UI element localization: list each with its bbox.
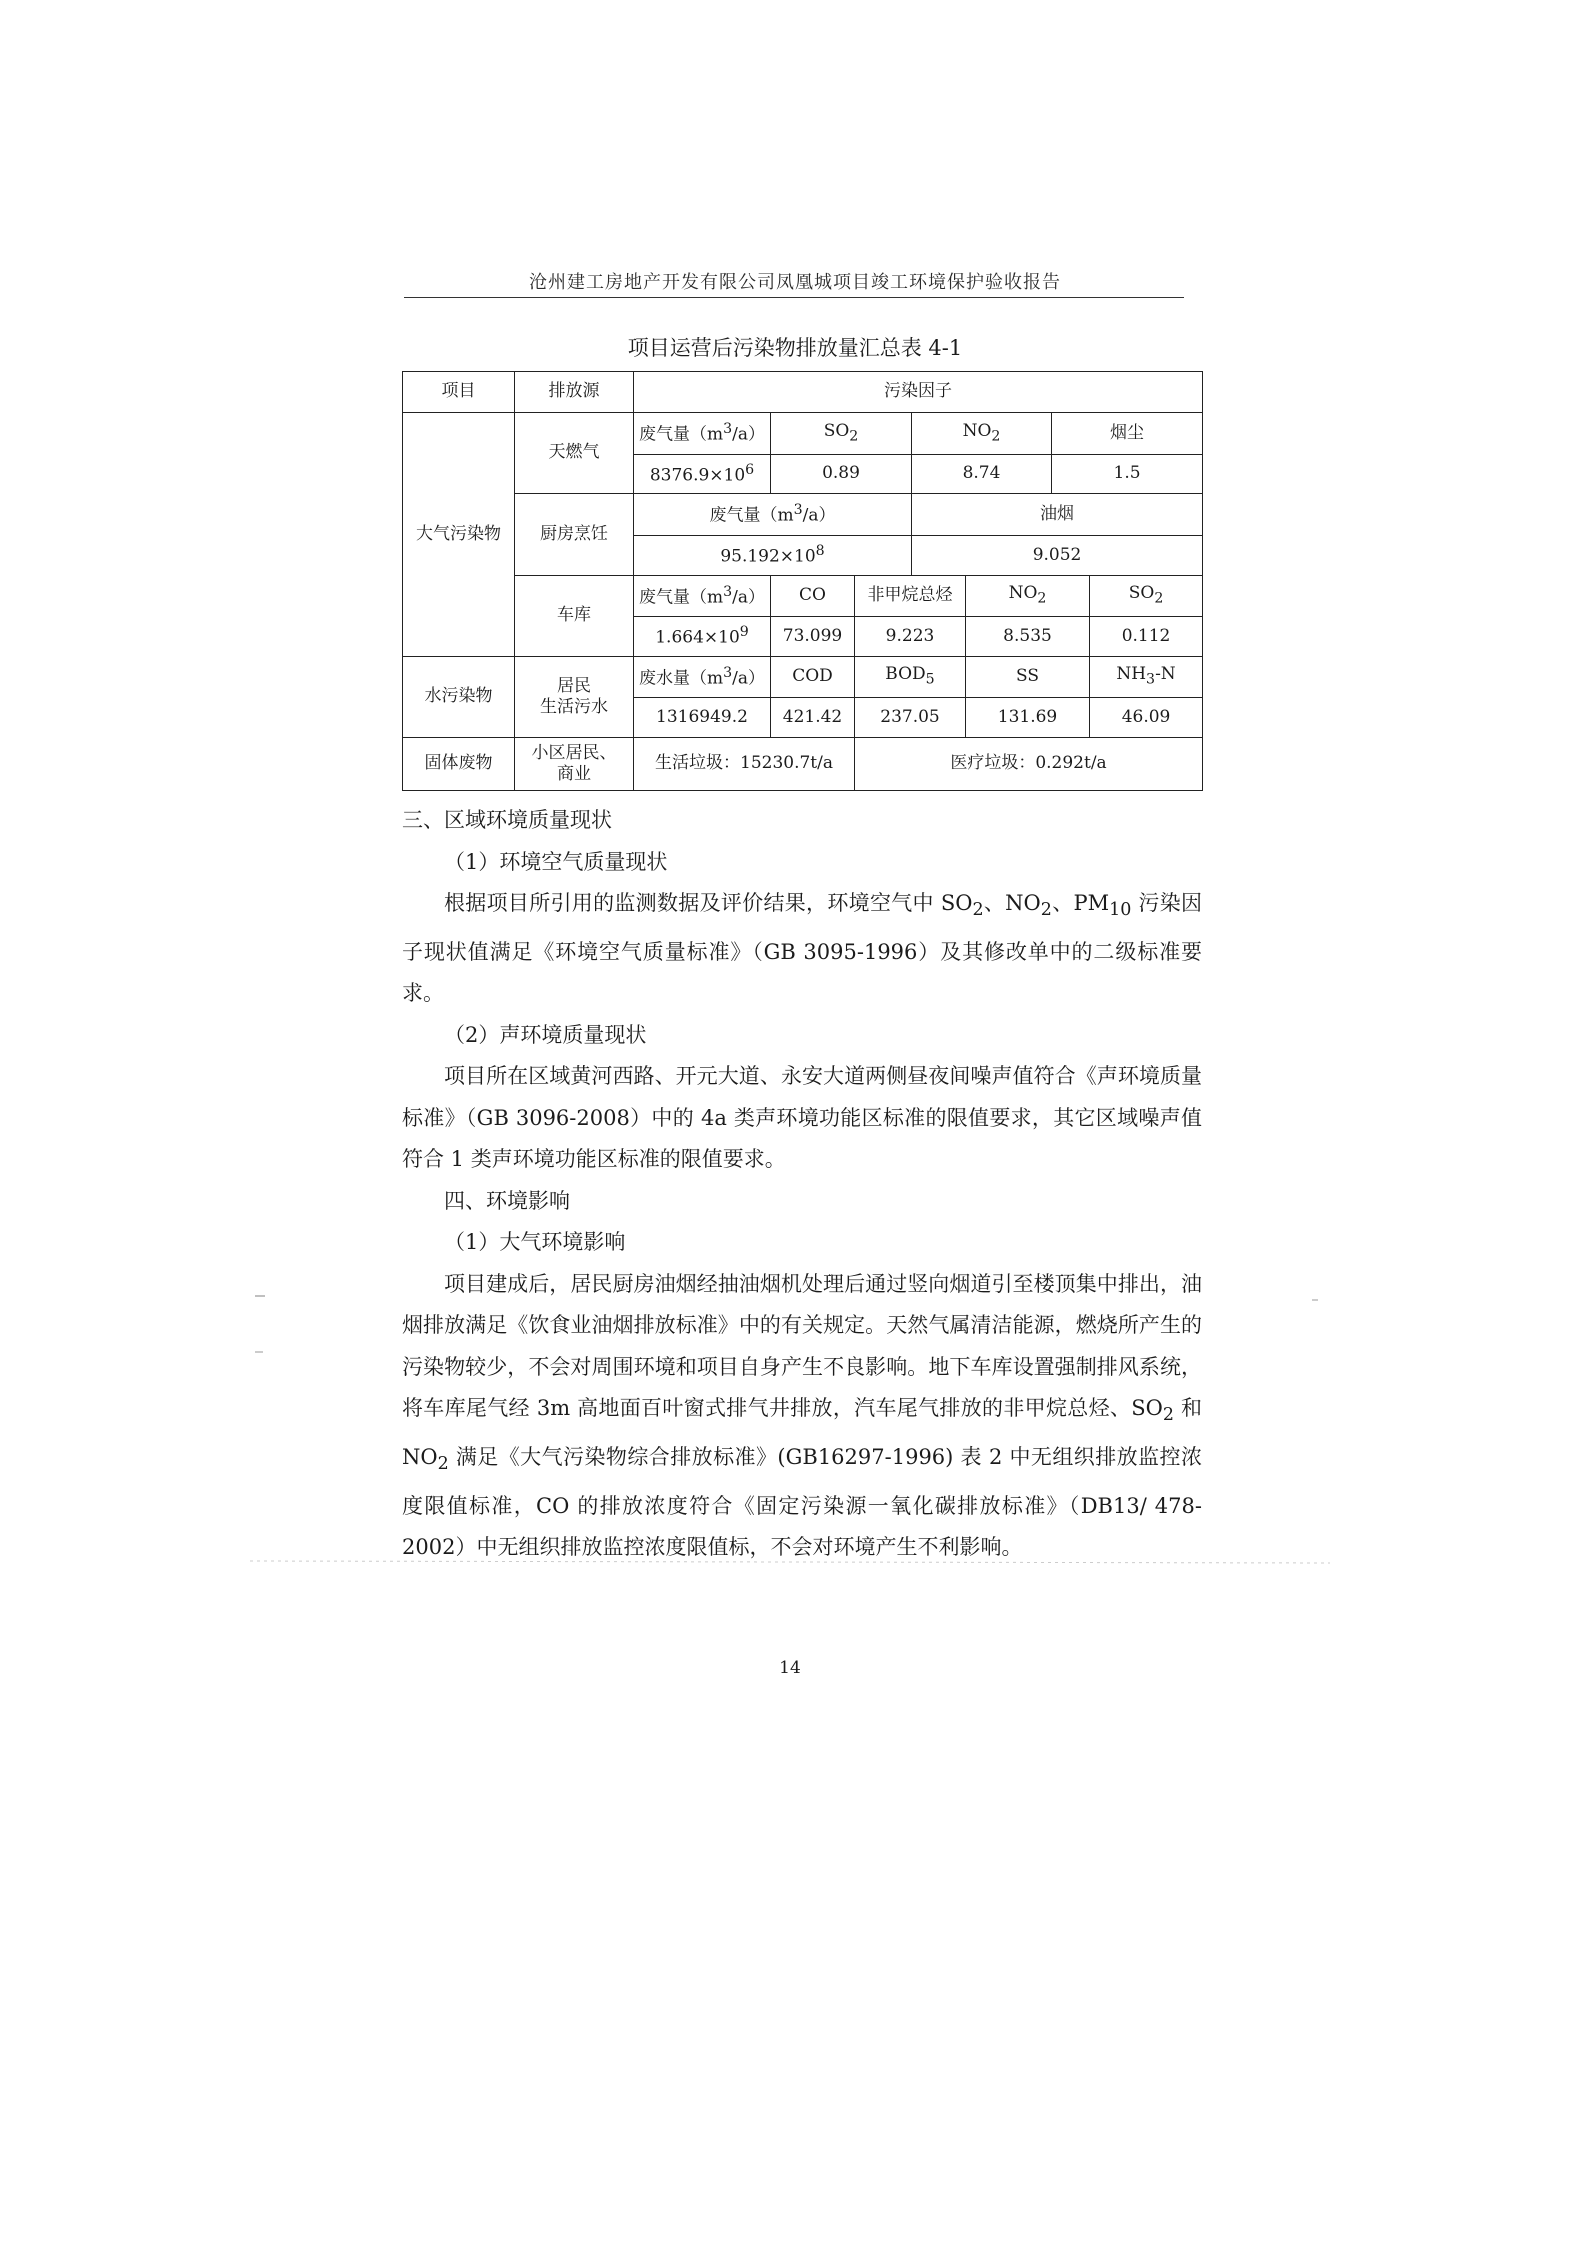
garage-value-no2: 8.535 [966, 617, 1090, 657]
col-header-factor: 污染因子 [634, 372, 1203, 413]
source-kitchen: 厨房烹饪 [515, 494, 634, 576]
gas-header-no2: $NO_2$ [912, 413, 1052, 455]
gas-value-dust: 1.5 [1052, 455, 1203, 494]
water-value-bod5: 237.05 [855, 698, 966, 738]
section-3-1-title: （1）环境空气质量现状 [444, 849, 668, 874]
section-4-1-title: （1）大气环境影响 [444, 1230, 626, 1255]
kitchen-header-volume: 废气量$(m^3/a)$ [634, 494, 912, 536]
garage-value-nmhc: 9.223 [855, 617, 966, 657]
category-air: 大气污染物 [403, 413, 515, 657]
solid-medical-waste: 医疗垃圾：0.292t/a [855, 738, 1203, 791]
garage-header-volume: 废气量$(m^3/a)$ [634, 576, 771, 617]
gas-value-so2: 0.89 [771, 455, 912, 494]
garage-header-so2: $SO_2$ [1090, 576, 1203, 617]
category-solid: 固体废物 [403, 738, 515, 791]
water-value-nh3n: 46.09 [1090, 698, 1203, 738]
water-header-ss: SS [966, 657, 1090, 698]
garage-value-so2: 0.112 [1090, 617, 1203, 657]
source-natural-gas: 天燃气 [515, 413, 634, 494]
table-header-row [403, 372, 1203, 413]
emission-summary-table [402, 371, 1203, 791]
kitchen-value-volume: $95.192\times 10^8$ [634, 536, 912, 576]
running-header: 沧州建工房地产开发有限公司凤凰城项目竣工环境保护验收报告 [529, 272, 1061, 293]
garage-header-no2: $NO_2$ [966, 576, 1090, 617]
header-rule [404, 297, 1184, 298]
gas-value-volume: $8376.9\times 10^6$ [634, 455, 771, 494]
section-3-title: 三、区域环境质量现状 [402, 808, 612, 832]
water-value-cod: 421.42 [771, 698, 855, 738]
section-3-1-paragraph: 根据项目所引用的监测数据及评价结果，环境空气中 $SO_2$、$NO_2$、$PM_{10}$ 污染因子现状值满足《环境空气质量标准》（GB 3095-1996）及其修改单中的二级标准要求。 [402, 891, 1202, 1006]
table-row [403, 413, 1203, 455]
kitchen-value-oil-fume: 9.052 [912, 536, 1203, 576]
section-4-title: 四、环境影响 [444, 1188, 570, 1213]
page-number: 14 [779, 1658, 801, 1678]
category-water: 水污染物 [403, 657, 515, 738]
source-domestic-sewage: 居民 生活污水 [515, 657, 634, 738]
table-caption: 项目运营后污染物排放量汇总表 4-1 [627, 336, 963, 360]
source-garage: 车库 [515, 576, 634, 657]
col-header-source: 排放源 [515, 372, 634, 413]
water-header-nh3n: $NH_3-N$ [1090, 657, 1203, 698]
garage-header-co: CO [771, 576, 855, 617]
section-3-2-paragraph: 项目所在区域黄河西路、开元大道、永安大道两侧昼夜间噪声值符合《声环境质量标准》（GB 3096-2008）中的 4a 类声环境功能区标准的限值要求，其它区域噪声值符合 1 类声环境功能区标准的限值要求。 [402, 1064, 1202, 1172]
water-value-volume: 1316949.2 [634, 698, 771, 738]
garage-header-nmhc: 非甲烷总烃 [855, 576, 966, 617]
water-header-volume: 废水量$(m^3/a)$ [634, 657, 771, 698]
section-3-2-title: （2）声环境质量现状 [444, 1022, 647, 1047]
kitchen-header-oil-fume: 油烟 [912, 494, 1203, 536]
gas-value-no2: 8.74 [912, 455, 1052, 494]
report-body [402, 800, 1202, 1569]
water-header-bod5: $BOD_5$ [855, 657, 966, 698]
source-residents-commercial: 小区居民、 商业 [515, 738, 634, 791]
table-row [403, 494, 1203, 536]
section-4-1-paragraph: 项目建成后，居民厨房油烟经抽油烟机处理后通过竖向烟道引至楼顶集中排出，油烟排放满足《饮食业油烟排放标准》中的有关规定。天然气属清洁能源，燃烧所产生的污染物较少，不会对周围环境和项目自身产生不良影响。地下车库设置强制排风系统，将车库尾气经 3m 高地面百叶窗式排气井排放，汽车尾气排放的非甲烷总烃、$SO_2$ 和 $NO_2$ 满足《大气污染物综合排放标准》(GB16297-1996) 表 2 中无组织排放监控浓度限值标准，CO 的排放浓度符合《固定污染源一氧化碳排放标准》（DB13/ 478-2002）中无组织排放监控浓度限值标，不会对环境产生不利影响。 [402, 1271, 1202, 1560]
table-row [403, 576, 1203, 617]
gas-header-volume: 废气量$(m^3/a)$ [634, 413, 771, 455]
water-value-ss: 131.69 [966, 698, 1090, 738]
water-header-cod: COD [771, 657, 855, 698]
table-row [403, 738, 1203, 791]
garage-value-volume: $1.664\times 10^9$ [634, 617, 771, 657]
gas-header-so2: $SO_2$ [771, 413, 912, 455]
garage-value-co: 73.099 [771, 617, 855, 657]
table-row [403, 657, 1203, 698]
solid-domestic-waste: 生活垃圾：15230.7t/a [634, 738, 855, 791]
col-header-item: 项目 [403, 372, 515, 413]
gas-header-dust: 烟尘 [1052, 413, 1203, 455]
